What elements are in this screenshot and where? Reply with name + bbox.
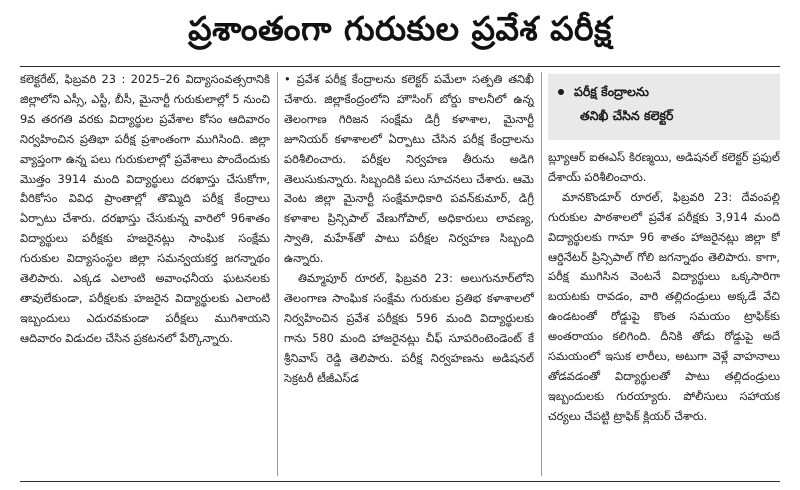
column-2-paragraph-1: • ప్రవేశ పరీక్ష కేంద్రాలను కలెక్టర్ పమేలా సత్పతి తనిఖీ చేశారు. జిల్లాకేంద్రంలోని హౌసింగ్ బోర్డు కాలనీలో ఉన్న తెలంగాణ గిరిజన సంక్షేమ డిగ్రీ కళాశాల, మైనార్టీ జూనియర్ కళాశాలలో ఏర్పాటు చేసిన పరీక్ష కేంద్రాలను పరిశీలించారు. పరీక్షల నిర్వహణ తీరును అడిగి తెలుసుకున్నారు. సిబ్బందికి పలు సూచనలు చేశారు. ఆమె వెంట జిల్లా మైనార్టీ సంక్షేమాధికారి పవన్‌కుమార్, డిగ్రీ కళాశాల ప్రిన్సిపాల్ వేణుగోపాల్, అధికారులు లావణ్య, స్వాతి, మహేశ్‌తో పాటు పరీక్షల నిర్వహణ సిబ్బంది ఉన్నారు. bbox=[284, 72, 534, 266]
article-column-3 bbox=[548, 148, 780, 478]
column-3-paragraph-1: బ్ల్యూఆర్ ఐఈఎస్ కిరణ్మయి, అడిషనల్ కలెక్టర్ ప్రఫుల్ దేశాయ్ పరిశీలించారు. bbox=[548, 150, 780, 184]
column-1-paragraph-1: కలెక్టరేట్, ఫిబ్రవరి 23 : 2025–26 విద్యాసంవత్సరానికి జిల్లాలోని ఎస్సీ, ఎస్టీ, బీసీ, మైనార్టీ గురుకులాల్లో 5 నుంచి 9వ తరగతి వరకు విద్యార్థుల ప్రవేశాల కోసం ఆదివారం నిర్వహించిన ప్రతిభా పరీక్ష ప్రశాంతంగా ముగిసింది. జిల్లా వ్యాప్తంగా ఉన్న పలు గురుకులాల్లో ప్రవేశాలు పొందేందుకు మొత్తం 3914 మంది విద్యార్థులు దరఖాస్తు చేసుకోగా, వీరికోసం వివిధ ప్రాంతాల్లో తొమ్మిది పరీక్ష కేంద్రాలు ఏర్పాటు చేశారు. దరఖాస్తు చేసుకున్న వారిలో 96శాతం విద్యార్థులు పరీక్షకు హజరైనట్లు సాంఘిక సంక్షేమ గురుకుల విద్యాసంస్థల జిల్లా సమన్వయకర్త జగన్నాథం తెలిపారు. ఎక్కడ ఎలాంటి అవాంఛనీయ ఘటనలకు తావులేకుండా, పరీక్షలకు హజరైన విద్యార్థులకు ఎలాంటి ఇబ్బందులు ఎదురవకుండా పరీక్షలు ముగిశాయని ఆదివారం విడుదల చేసిన ప్రకటనలో పేర్కొన్నారు. bbox=[20, 72, 270, 345]
column-2-paragraph-2: తిమ్మాపూర్ రూరల్, ఫిబ్రవరి 23: అలుగునూర్‌లోని తెలంగాణ సాంఘిక సంక్షేమ గురుకుల ప్రతిభ కళాశాలలో నిర్వహించిన ప్రవేశ పరీక్షకు 596 మంది విద్యార్థులకు గాను 580 మంది హాజరైనట్లు చీఫ్ సూపరింటెండెంట్ కే శ్రీనివాస్ రెడ్డి తెలిపారు. పరీక్ష నిర్వహణను అడిషనల్ సెక్రటరీ టీజీఎస్‌డ bbox=[284, 271, 534, 385]
column-divider-2 bbox=[541, 72, 542, 476]
article-column-1 bbox=[20, 70, 270, 478]
column-3-paragraph-2: మానకొండూర్ రూరల్, ఫిబ్రవరి 23: దేవంపల్లి గురుకుల పాఠశాలలో ప్రవేశ పరీక్షకు 3,914 మంది విద్యార్థులకు గానూ 96 శాతం హాజరైనట్లు జిల్లా కో ఆర్డినేటర్ ప్రిన్సిపాల్ గోలి జగన్నాథం తెలిపారు. కాగా, పరీక్ష ముగిసిన వెంటనే విద్యార్థులు ఒక్కసారిగా బయటకు రావడం, వారి తల్లిదండ్రులు అక్కడే వేచి ఉండటంతో రోడ్డుపై కొంత సమయం ట్రాఫిక్‌కు అంతరాయం కలిగింది. దీనికి తోడు రోడ్డుపై అదే సమయంలో ఇసుక లారీలు, అటుగా వెళ్లే వాహనాలు తోడవడంతో విద్యార్థులతో పాటు తల్లిదండ్రులు ఇబ్బందులకు గురయ్యారు. పోలీసులు సహాయక చర్యలు చేపట్టి ట్రాఫిక్ క్లియర్ చేశారు. bbox=[548, 189, 780, 423]
bottom-divider bbox=[20, 481, 780, 482]
callout-line-2: తనిఖీ చేసిన కలెక్టర్ bbox=[580, 108, 674, 123]
headline-divider bbox=[20, 66, 780, 67]
headline: ప్రశాంతంగా గురుకుల ప్రవేశ పరీక్ష bbox=[188, 8, 612, 48]
article-column-2 bbox=[284, 70, 534, 478]
bullet-icon bbox=[558, 89, 564, 95]
callout-line-1: పరీక్ష కేంద్రాలను bbox=[574, 84, 650, 99]
column-divider-1 bbox=[277, 72, 278, 476]
highlight-callout bbox=[548, 74, 780, 140]
